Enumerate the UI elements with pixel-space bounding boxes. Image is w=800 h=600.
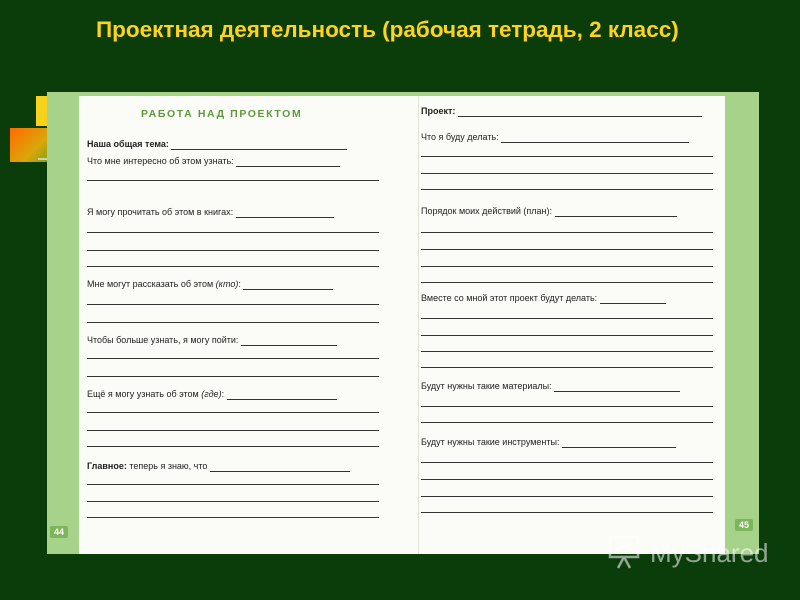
prompt-materials [421,380,680,392]
answer-line[interactable] [421,512,713,513]
answer-line[interactable] [236,157,340,167]
prompt-where-colon: : [221,389,225,399]
answer-line[interactable] [87,232,379,233]
watermark [606,534,786,572]
prompt-who-tell-label: Мне могут рассказать об этом [87,279,216,289]
answer-line[interactable] [421,335,713,336]
answer-line[interactable] [241,336,337,346]
answer-line[interactable] [421,189,713,190]
answer-line[interactable] [421,232,713,233]
answer-line[interactable] [421,479,713,480]
page-number-left: 44 [50,526,68,538]
prompt-project [421,105,702,117]
answer-line[interactable] [210,462,350,472]
answer-line[interactable] [87,376,379,377]
watermark-text: MyShared [650,538,769,568]
prompt-who-tell [87,278,333,290]
answer-line[interactable] [87,484,379,485]
answer-line[interactable] [421,173,713,174]
answer-line[interactable] [421,318,713,319]
left-page [79,96,419,554]
prompt-books-label: Я могу прочитать об этом в книгах: [87,207,234,217]
answer-line[interactable] [87,430,379,431]
answer-line[interactable] [87,180,379,181]
answer-line[interactable] [87,446,379,447]
prompt-plan [421,205,677,217]
prompt-do [421,131,689,143]
slide-title: Проектная деятельность (рабочая тетрадь, 2 класс) [96,17,679,42]
prompt-tools [421,436,676,448]
prompt-interest-label: Что мне интересно об этом узнать: [87,156,234,166]
answer-line[interactable] [421,266,713,267]
answer-line[interactable] [236,208,334,218]
answer-line[interactable] [87,412,379,413]
answer-line[interactable] [600,294,666,304]
answer-line[interactable] [421,496,713,497]
answer-line[interactable] [421,406,713,407]
prompt-theme [87,138,347,150]
answer-line[interactable] [171,140,347,150]
decorative-orange-block [10,128,48,162]
prompt-interest [87,155,340,167]
answer-line[interactable] [421,462,713,463]
right-page [419,96,725,554]
answer-line[interactable] [227,390,337,400]
answer-line[interactable] [243,280,333,290]
answer-line[interactable] [562,438,676,448]
page-number-right: 45 [735,519,753,531]
prompt-who-tell-hint: (кто) [215,279,239,289]
answer-line[interactable] [458,107,702,117]
answer-line[interactable] [555,207,677,217]
prompt-project-label: Проект: [421,106,456,116]
answer-line[interactable] [421,282,713,283]
answer-line[interactable] [554,382,680,392]
prompt-where-hint: (где) [201,389,222,399]
prompt-do-label: Что я буду делать: [421,132,499,142]
answer-line[interactable] [87,517,379,518]
prompt-with-me [421,292,666,304]
prompt-books [87,206,334,218]
answer-line[interactable] [501,133,689,143]
answer-line[interactable] [87,501,379,502]
prompt-who-tell-colon: : [238,279,241,289]
prompt-main [87,460,350,472]
prompt-main-text: теперь я знаю, что [126,461,208,471]
prompt-go [87,334,337,346]
answer-line[interactable] [421,351,713,352]
answer-line[interactable] [87,358,379,359]
answer-line[interactable] [87,322,379,323]
prompt-go-label: Чтобы больше узнать, я могу пойти: [87,335,239,345]
answer-line[interactable] [421,367,713,368]
prompt-where [87,388,337,400]
prompt-materials-label: Будут нужны такие материалы: [421,381,552,391]
answer-line[interactable] [421,422,713,423]
prompt-with-me-label: Вместе со мной этот проект будут делать: [421,293,598,303]
left-page-heading: РАБОТА НАД ПРОЕКТОМ [141,108,303,120]
presentation-board-icon [606,534,646,570]
prompt-theme-label: Наша общая тема: [87,139,169,149]
answer-line[interactable] [421,249,713,250]
answer-line[interactable] [87,266,379,267]
prompt-main-label: Главное: [87,461,127,471]
answer-line[interactable] [87,250,379,251]
prompt-plan-label: Порядок моих действий (план): [421,206,553,216]
prompt-tools-label: Будут нужны такие инструменты: [421,437,560,447]
workbook-spread [47,92,759,554]
answer-line[interactable] [87,304,379,305]
answer-line[interactable] [421,156,713,157]
prompt-where-label: Ещё я могу узнать об этом [87,389,202,399]
